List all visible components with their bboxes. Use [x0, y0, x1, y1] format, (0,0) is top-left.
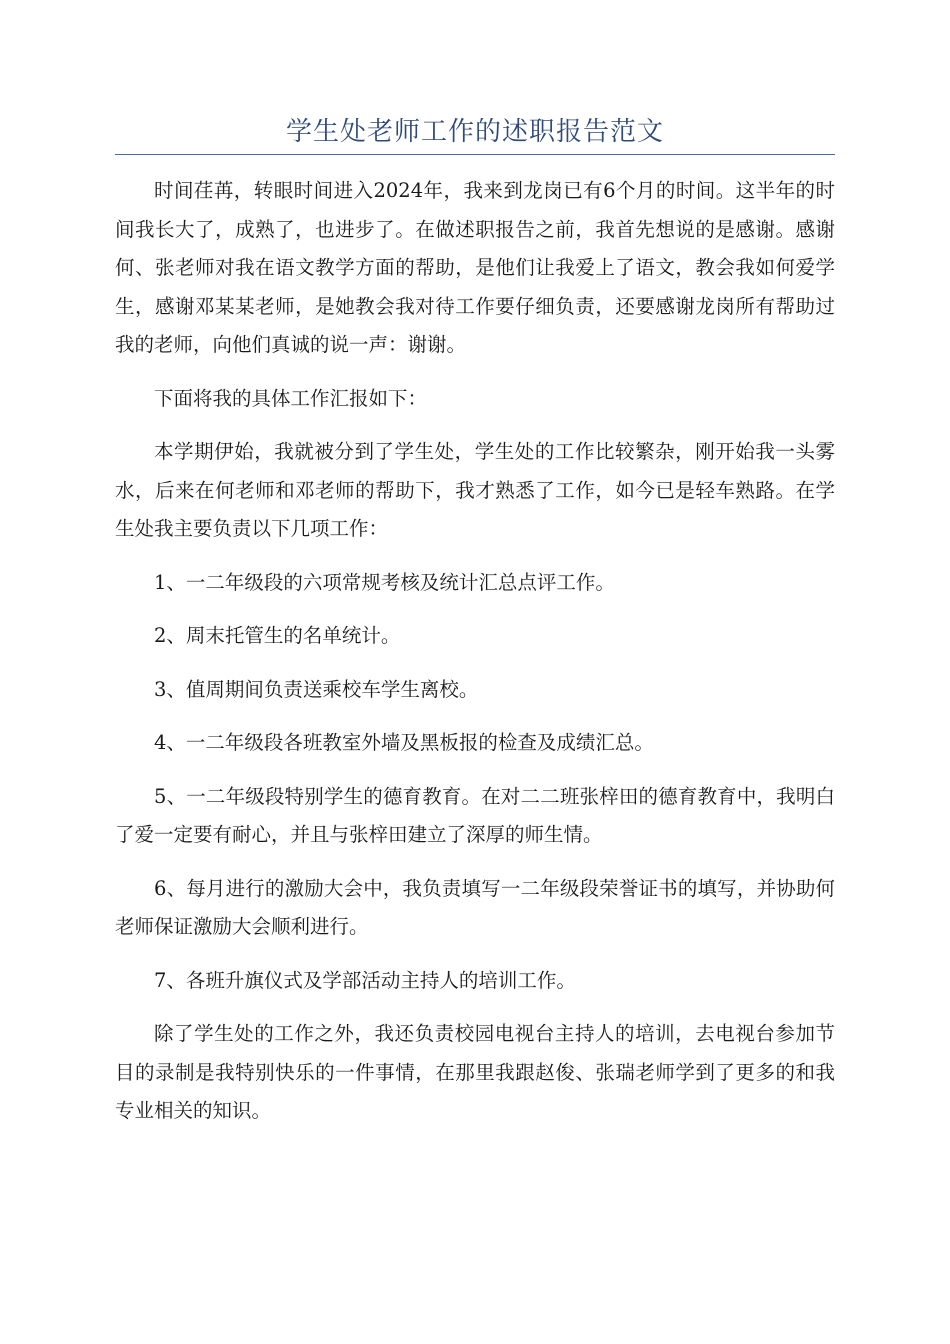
paragraph-tv-station: 除了学生处的工作之外，我还负责校园电视台主持人的培训，去电视台参加节目的录制是我特别快乐的一件事情，在那里我跟赵俊、张瑞老师学到了更多的和我专业相关的知识。: [115, 1022, 835, 1122]
title-underline: [115, 154, 835, 155]
list-item-3: 3、值周期间负责送乘校车学生离校。: [154, 677, 479, 701]
list-item-4: 4、一二年级段各班教室外墙及黑板报的检查及成绩汇总。: [154, 731, 654, 754]
document-title: 学生处老师工作的述职报告范文: [285, 117, 664, 147]
list-item-6: 6、每月进行的激励大会中，我负责填写一二年级段荣誉证书的填写，并协助何老师保证激励大会顺利进行。: [115, 876, 835, 938]
list-item-1: 1、一二年级段的六项常规考核及统计汇总点评工作。: [154, 570, 615, 594]
list-item-5: 5、一二年级段特别学生的德育教育。在对二二班张梓田的德育教育中，我明白了爱一定要有耐心，并且与张梓田建立了深厚的师生情。: [115, 784, 835, 846]
paragraph-intro: 时间荏苒，转眼时间进入2024年，我来到龙岗已有6个月的时间。这半年的时间我长大了，成熟了，也进步了。在做述职报告之前，我首先想说的是感谢。感谢何、张老师对我在语文教学方面的帮助，是他们让我爱上了语文，教会我如何爱学生，感谢邓某某老师，是她教会我对待工作要仔细负责，还要感谢龙岗所有帮助过我的老师，向他们真诚的说一声：谢谢。: [115, 179, 835, 356]
list-item-7: 7、各班升旗仪式及学部活动主持人的培训工作。: [154, 968, 576, 992]
paragraph-semester-start: 本学期伊始，我就被分到了学生处，学生处的工作比较繁杂，刚开始我一头雾水，后来在何老师和邓老师的帮助下，我才熟悉了工作，如今已是轻车熟路。在学生处我主要负责以下几项工作：: [115, 440, 835, 540]
document-body: [115, 172, 835, 1146]
list-item-2: 2、周末托管生的名单统计。: [154, 624, 401, 647]
paragraph-report-lead: 下面将我的具体工作汇报如下：: [154, 386, 428, 410]
